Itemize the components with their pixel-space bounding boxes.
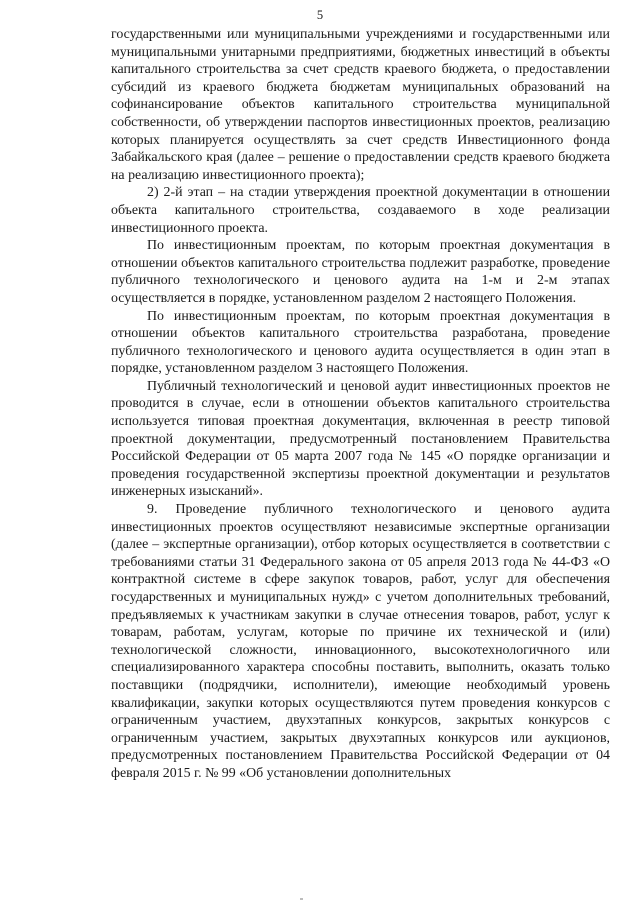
paragraph-projects-design-ready: По инвестиционным проектам, по которым проектная документация в отношении объектов капитального строительства разработана, проведение публичного технологического и ценового аудита осуществляется в один этап в порядке, установленном разделом 3 настоящего Положения. [111,308,610,377]
page-number: 5 [316,8,324,22]
paragraph-continuation: государственными или муниципальными учреждениями и государственными или муниципальными унитарными предприятиями, бюджетных инвестиций в объекты капитального строительства за счет средств краевого бюджета, о предоставлении субсидий из краевого бюджета бюджетам муниципальных образований на софинансирование объектов капитального строительства муниципальной собственности, об утверждении паспортов инвестиционных проектов, реализацию которых планируется осуществлять за счет средств Инвестиционного фонда Забайкальского края (далее – решение о предоставлении средств краевого бюджета на реализацию инвестиционного проекта); [111,27,610,183]
paragraph-item-9: 9. Проведение публичного технологического и ценового аудита инвестиционных проектов осуществляют независимые экспертные организации (далее – экспертные организации), отбор которых осуществляется в соответствии с требованиями статьи 31 Федерального закона от 05 апреля 2013 года № 44-ФЗ «О контрактной системе в сфере закупок товаров, работ, услуг для обеспечения государственных и муниципальных нужд» с учетом дополнительных требований, предъявляемых к участникам закупки в случае отнесения товаров, работ, услуг к товарам, работам, услугам, которые по причине их технической и (или) технологической сложности, инновационного, высокотехнологичного или специализированного характера способны поставить, выполнить, оказать только поставщики (подрядчики, исполнители), имеющие необходимый уровень квалификации, закупки которых осуществляются путем проведения конкурсов с ограниченным участием, двухэтапных конкурсов, закрытых конкурсов с ограниченным участием, закрытых двухэтапных конкурсов или аукционов, предусмотренных постановлением Правительства Российской Федерации от 04 февраля 2015 г. № 99 «Об установлении дополнительных [111,502,610,781]
scan-artifact [300,898,303,900]
paragraph-stage-2: 2) 2-й этап – на стадии утверждения проектной документации в отношении объекта капитального строительства, создаваемого в ходе реализации инвестиционного проекта. [111,185,610,236]
body-text [111,26,610,783]
paragraph-audit-exception: Публичный технологический и ценовой аудит инвестиционных проектов не проводится в случае, если в отношении объектов капитального строительства используется типовая проектная документация, включенная в реестр типовой проектной документации, предусмотренный постановлением Правительства Российской Федерации от 05 марта 2007 года № 145 «О порядке организации и проведения государственной экспертизы проектной документации и результатов инженерных изысканий». [111,378,610,500]
paragraph-projects-design-pending: По инвестиционным проектам, по которым проектная документация в отношении объектов капитального строительства подлежит разработке, проведение публичного технологического и ценового аудита на 1-м и 2-м этапах осуществляется в порядке, установленном разделом 2 настоящего Положения. [111,238,610,306]
